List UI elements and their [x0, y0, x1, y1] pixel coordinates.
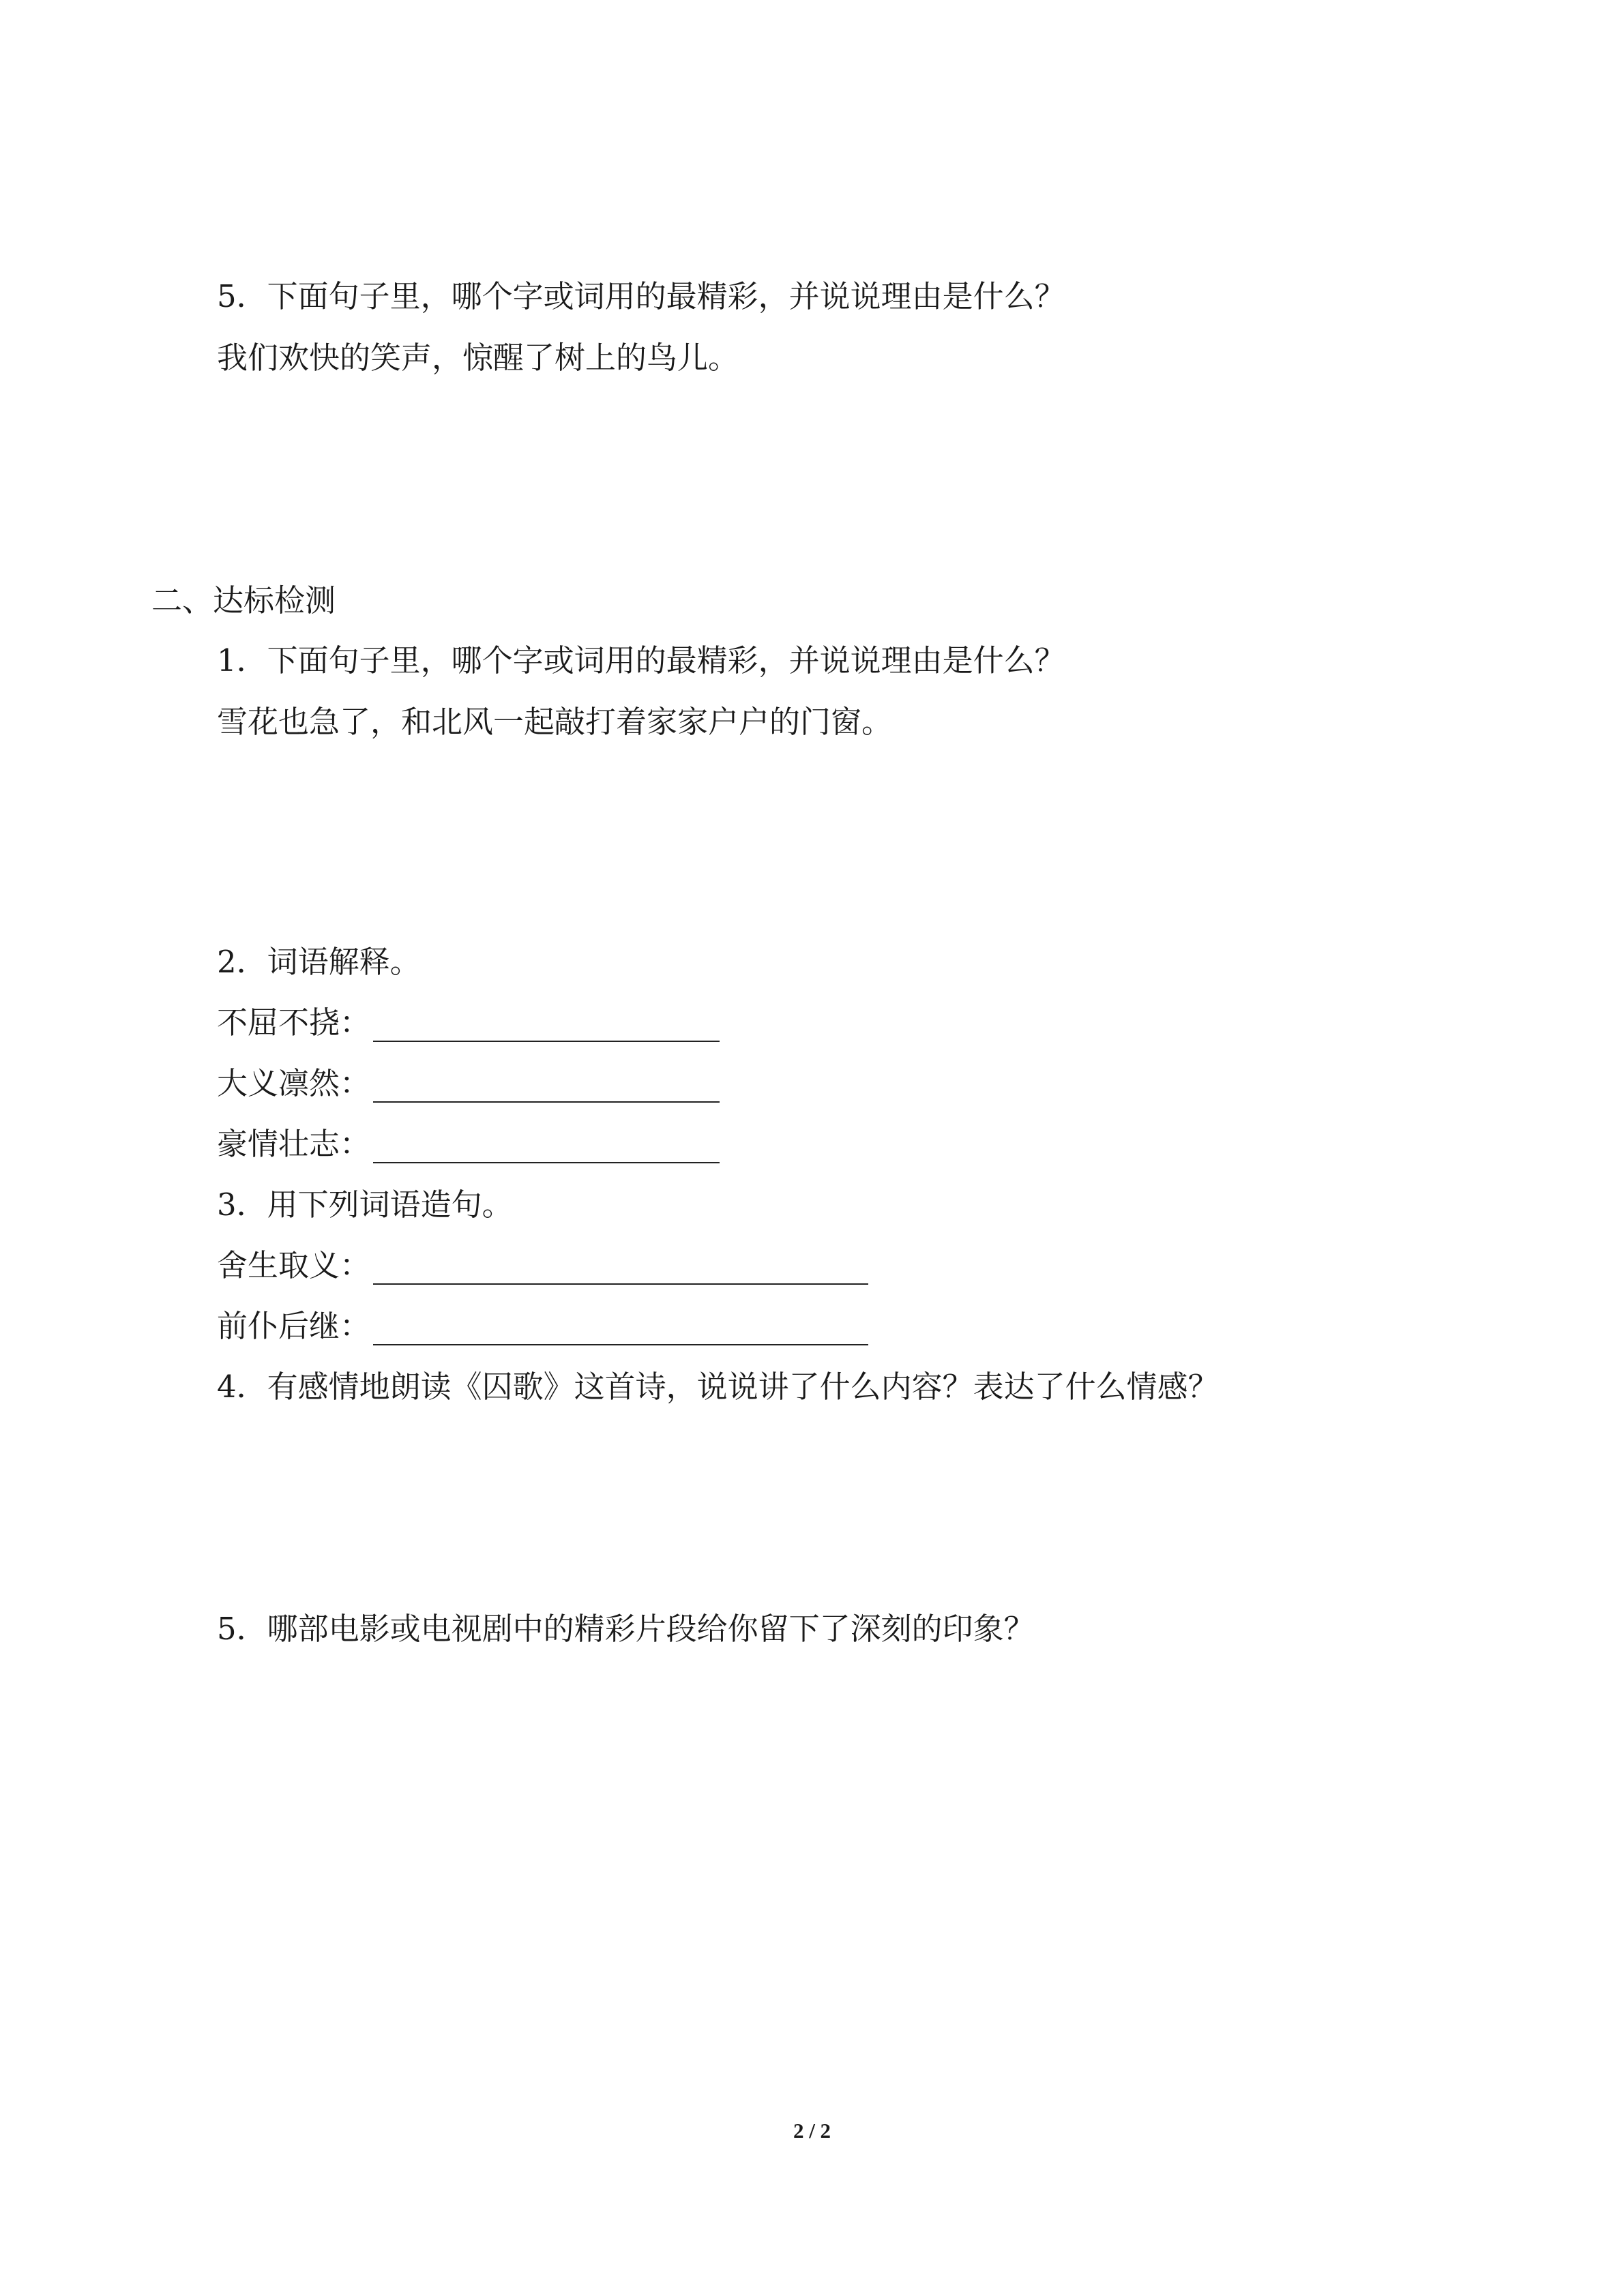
test-question-2-prompt: 2．词语解释。	[217, 944, 421, 980]
word-label: 不屈不挠：	[217, 1004, 371, 1041]
test-question-5-prompt: 5．哪部电影或电视剧中的精彩片段给你留下了深刻的印象？	[217, 1611, 1035, 1647]
answer-blank[interactable]	[373, 1132, 720, 1163]
word-label: 大义凛然：	[217, 1065, 371, 1101]
word-explanation-row	[217, 1064, 720, 1103]
answer-blank[interactable]	[373, 1071, 720, 1103]
word-label: 前仆后继：	[217, 1308, 371, 1344]
test-question-1-prompt: 1．下面句子里，哪个字或词用的最精彩，并说说理由是什么？	[217, 642, 1065, 679]
word-explanation-row	[217, 1004, 720, 1042]
page-number: 2 / 2	[793, 2119, 831, 2143]
question-5-sentence: 我们欢快的笑声，惊醒了树上的鸟儿。	[217, 340, 739, 376]
test-question-3-prompt: 3．用下列词语造句。	[217, 1187, 513, 1223]
test-question-1-sentence: 雪花也急了，和北风一起敲打着家家户户的门窗。	[217, 704, 893, 740]
test-question-4-prompt: 4．有感情地朗读《囚歌》这首诗，说说讲了什么内容？表达了什么情感？	[217, 1369, 1219, 1405]
sentence-making-row	[217, 1247, 868, 1285]
word-label: 舍生取义：	[217, 1247, 371, 1283]
word-label: 豪情壮志：	[217, 1126, 371, 1162]
section-heading-standard-test: 二、达标检测	[151, 582, 336, 618]
sentence-making-row	[217, 1307, 868, 1345]
question-5-prompt: 5．下面句子里，哪个字或词用的最精彩，并说说理由是什么？	[217, 278, 1065, 314]
answer-blank[interactable]	[373, 1011, 720, 1042]
answer-blank[interactable]	[373, 1314, 868, 1345]
answer-blank[interactable]	[373, 1253, 868, 1285]
word-explanation-row	[217, 1125, 720, 1163]
